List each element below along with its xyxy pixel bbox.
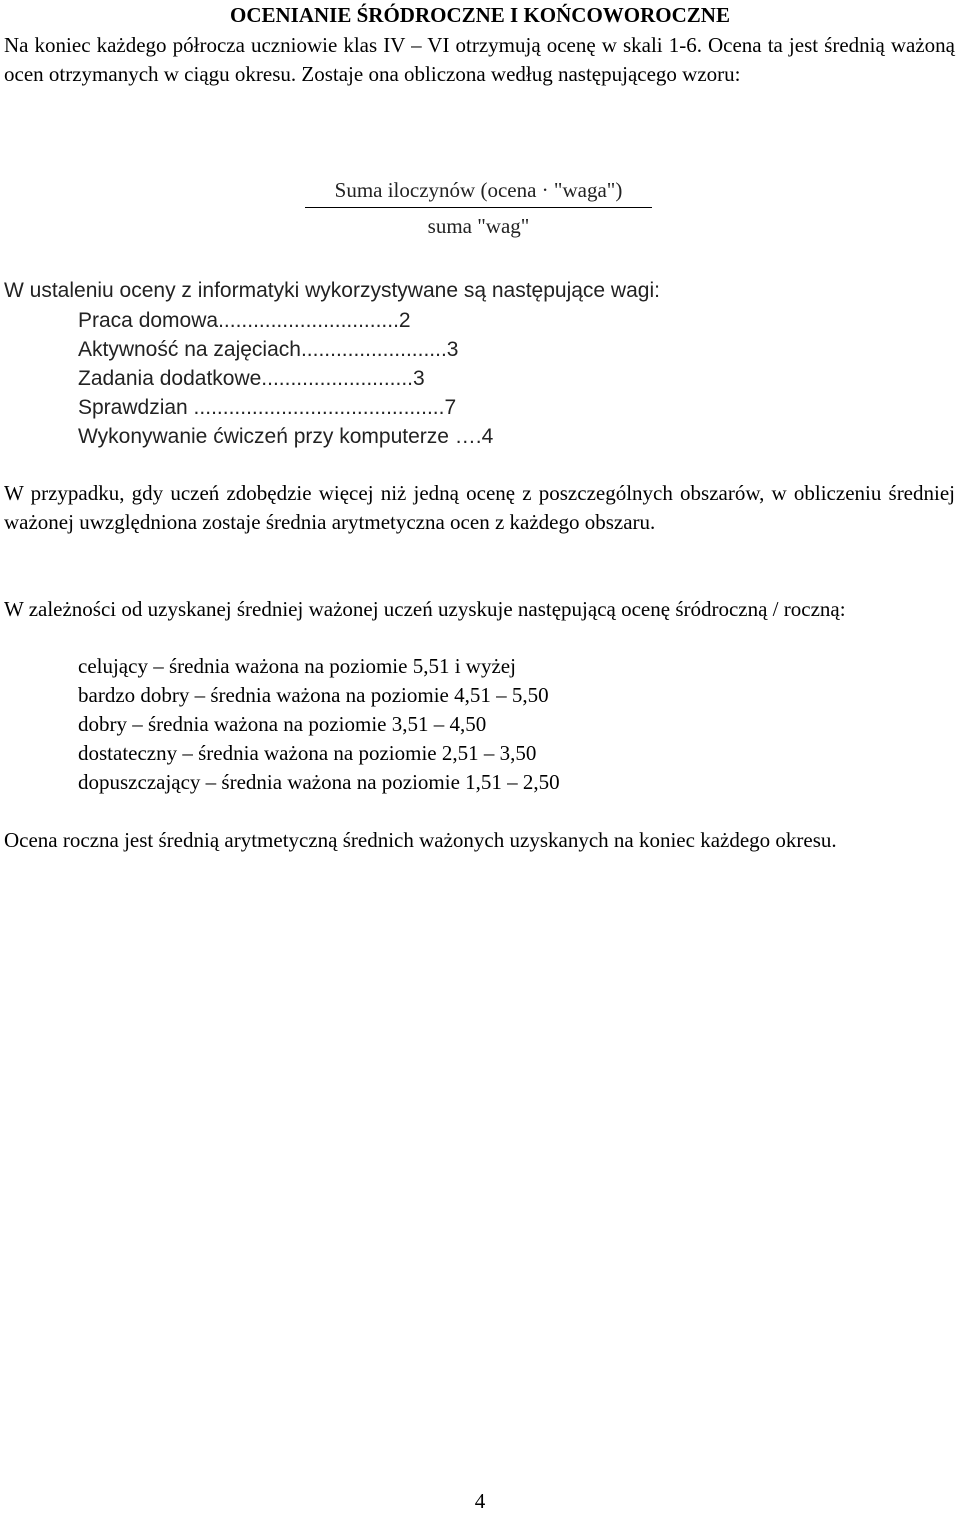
page-number: 4 [474,1489,486,1513]
weight-item-activity: Aktywność na zajęciach.........................3 [78,338,459,361]
grade-item-bardzo-dobry: bardzo dobry – średnia ważona na poziomie 4,51 – 5,50 [78,683,549,707]
grades-intro: W zależności od uzyskanej średniej ważonej uczeń uzyskuje następującą ocenę śródroczną / roczną: [4,597,846,621]
formula-numerator: Suma iloczynów (ocena · "waga") [334,178,623,202]
formula-denominator: suma "wag" [427,214,530,238]
grade-item-dobry: dobry – średnia ważona na poziomie 3,51 – 4,50 [78,712,487,736]
weight-item-test: Sprawdzian ...........................................7 [78,396,457,419]
weights-list [78,306,778,451]
intro-paragraph: Na koniec każdego półrocza uczniowie klas IV – VI otrzymują ocenę w skali 1-6. Ocena ta jest średnią ważoną ocen otrzymanych w ciągu okresu. Zostaje ona obliczona według następującego wzoru: [4,33,955,86]
weight-item-extra-tasks: Zadania dodatkowe..........................3 [78,367,425,390]
grade-item-dostateczny: dostateczny – średnia ważona na poziomie 2,51 – 3,50 [78,741,537,765]
grade-item-celujacy: celujący – średnia ważona na poziomie 5,51 i wyżej [78,654,516,678]
weight-item-computer-exercises: Wykonywanie ćwiczeń przy komputerze ….4 [78,425,494,448]
grades-list [78,652,878,797]
multiple-grades-paragraph: W przypadku, gdy uczeń zdobędzie więcej niż jedną ocenę z poszczególnych obszarów, w obliczeniu średniej ważonej uwzględniona zostaje średnia arytmetyczna ocen z każdego obszaru. [4,481,955,534]
grade-item-dopuszczajacy: dopuszczający – średnia ważona na poziomie 1,51 – 2,50 [78,770,560,794]
weight-item-homework: Praca domowa...............................2 [78,309,411,332]
weighted-average-formula [305,175,652,238]
closing-paragraph: Ocena roczna jest średnią arytmetyczną średnich ważonych uzyskanych na koniec każdego okresu. [4,828,837,852]
weights-intro: W ustaleniu oceny z informatyki wykorzystywane są następujące wagi: [4,279,660,302]
document-title: OCENIANIE ŚRÓDROCZNE I KOŃCOWOROCZNE [230,3,730,27]
